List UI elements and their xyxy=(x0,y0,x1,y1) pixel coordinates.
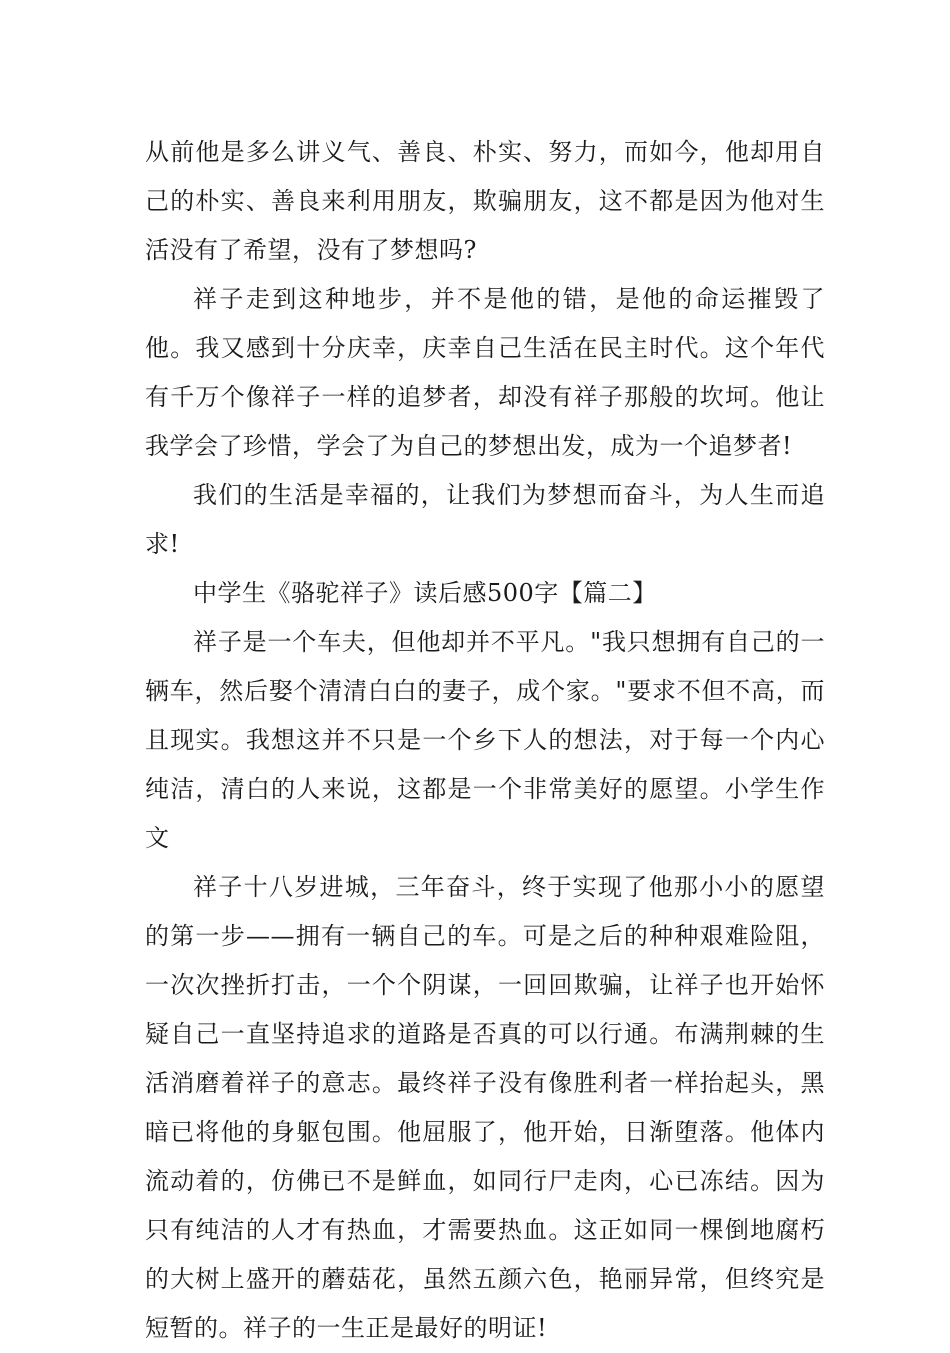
paragraph-5: 祥子十八岁进城，三年奋斗，终于实现了他那小小的愿望的第一步——拥有一辆自己的车。可是之后的种种艰难险阻，一次次挫折打击，一个个阴谋，一回回欺骗，让祥子也开始怀疑自己一直坚持追求的道路是否真的可以行通。布满荆棘的生活消磨着祥子的意志。最终祥子没有像胜利者一样抬起头，黑暗已将他的身躯包围。他屈服了，他开始，日渐堕落。他体内流动着的，仿佛已不是鲜血，如同行尸走肉，心已冻结。因为只有纯洁的人才有热血，才需要热血。这正如同一棵倒地腐朽的大树上盛开的蘑菇花，虽然五颜六色，艳丽异常，但终究是短暂的。祥子的一生正是最好的明证! xyxy=(145,873,825,1342)
section-heading: 中学生《骆驼祥子》读后感500字【篇二】 xyxy=(193,579,657,607)
paragraph-4: 祥子是一个车夫，但他却并不平凡。"我只想拥有自己的一辆车，然后娶个清清白白的妻子，成个家。"要求不但不高，而且现实。我想这并不只是一个乡下人的想法，对于每一个内心纯洁，清白的人来说，这都是一个非常美好的愿望。小学生作文 xyxy=(145,628,825,852)
paragraph-2: 祥子走到这种地步，并不是他的错，是他的命运摧毁了他。我又感到十分庆幸，庆幸自己生活在民主时代。这个年代有千万个像祥子一样的追梦者，却没有祥子那般的坎坷。他让我学会了珍惜，学会了为自己的梦想出发，成为一个追梦者! xyxy=(145,285,825,460)
document-body xyxy=(145,128,825,1353)
paragraph-1: 从前他是多么讲义气、善良、朴实、努力，而如今，他却用自己的朴实、善良来利用朋友，欺骗朋友，这不都是因为他对生活没有了希望，没有了梦想吗? xyxy=(145,138,825,264)
paragraph-3: 我们的生活是幸福的，让我们为梦想而奋斗，为人生而追求! xyxy=(145,481,825,558)
